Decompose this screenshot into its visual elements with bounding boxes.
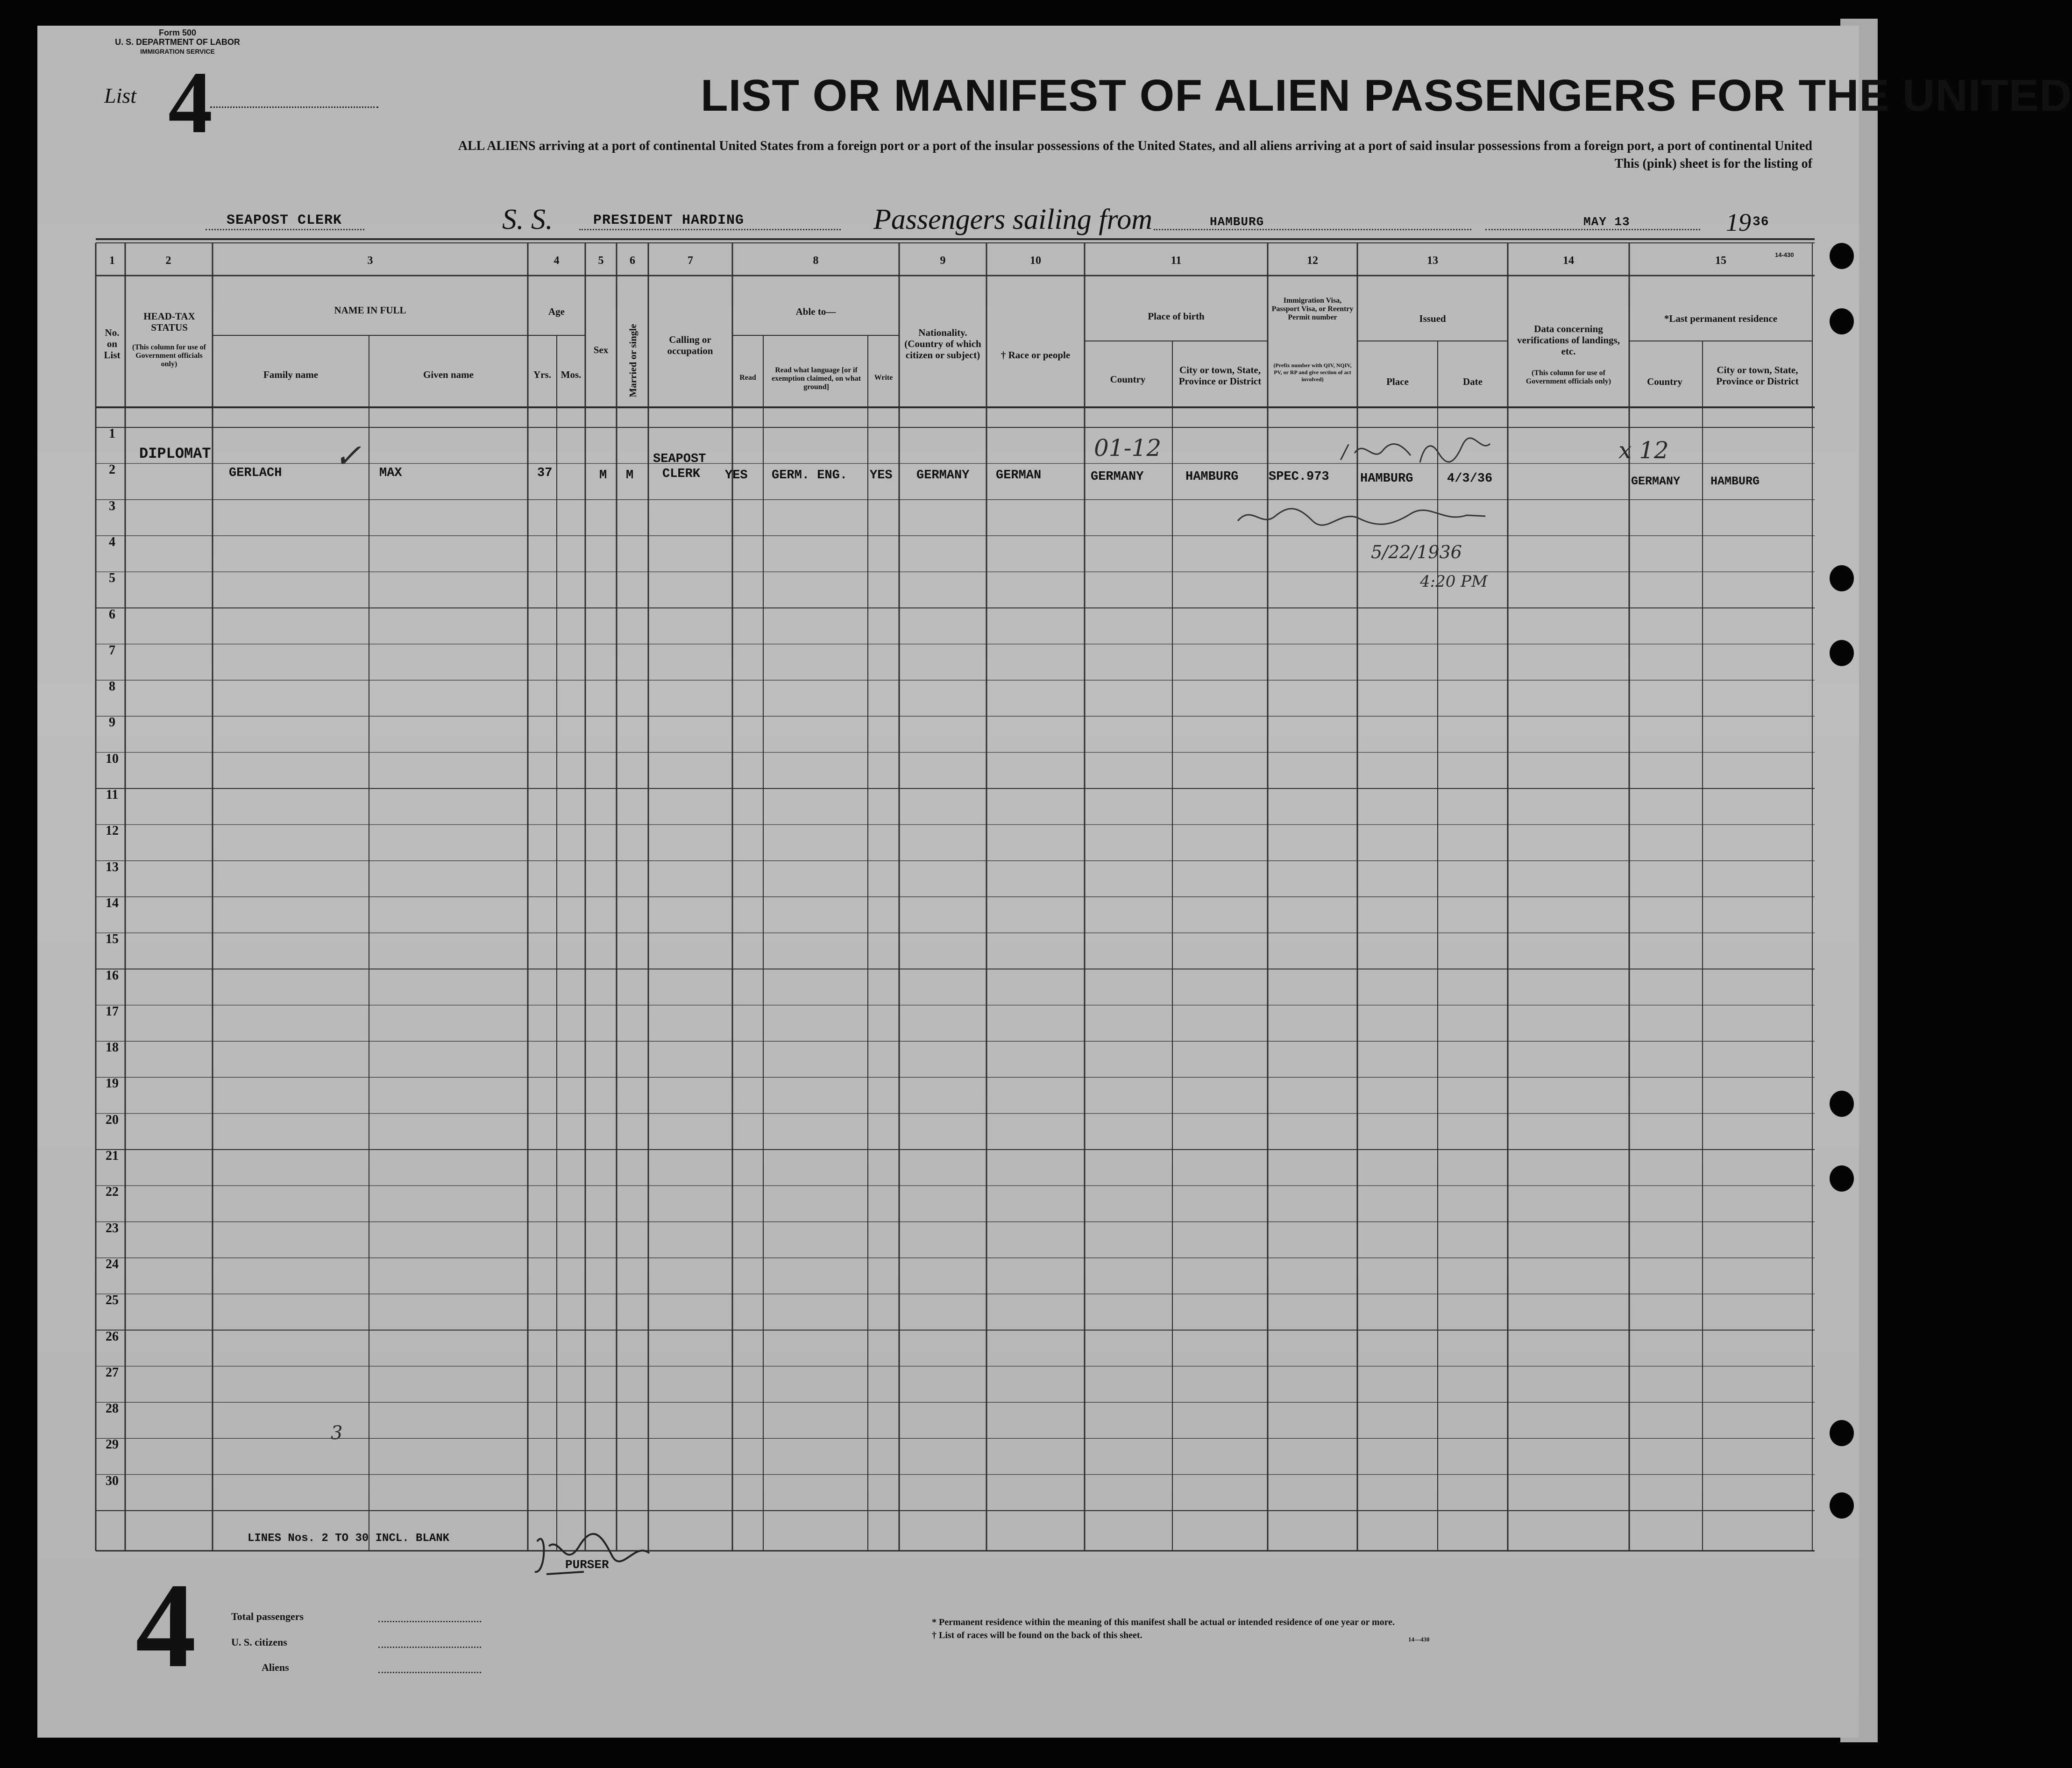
header-age-months: Mos. xyxy=(561,369,582,380)
given-name: MAX xyxy=(379,466,402,480)
header-issued-place: Place xyxy=(1386,376,1409,387)
age-years: 37 xyxy=(537,466,553,480)
marital-status: M xyxy=(626,469,634,483)
header-head-tax-note: (This column for use of Government officials only) xyxy=(132,343,206,368)
inspector-signature xyxy=(1233,502,1495,530)
row-number: 8 xyxy=(109,679,115,694)
purser-label: PURSER xyxy=(565,1558,609,1572)
col-num-11: 11 xyxy=(1171,255,1182,267)
header-read: Read xyxy=(739,374,756,382)
row-number: 29 xyxy=(106,1437,119,1452)
row-number: 21 xyxy=(106,1149,119,1163)
header-family-name: Family name xyxy=(263,369,319,380)
col-num-1: 1 xyxy=(109,255,115,267)
visa-tick: / xyxy=(1341,441,1348,463)
header-no-on-list: No. on List xyxy=(104,327,121,361)
col-num-7: 7 xyxy=(688,255,693,267)
col-num-3: 3 xyxy=(367,255,373,267)
purser-signature-scrawl xyxy=(528,1527,687,1583)
occupation-line-2: CLERK xyxy=(662,467,701,481)
header-nationality: Nationality. (Country of which citizen or subject) xyxy=(904,327,981,361)
issued-date: 4/3/36 xyxy=(1447,472,1493,486)
list-label: List xyxy=(104,84,137,107)
header-able-to: Able to— xyxy=(795,306,836,317)
can-read: YES xyxy=(725,469,748,483)
sheet-number: 4 xyxy=(135,1558,196,1693)
row-number: 26 xyxy=(106,1329,119,1344)
race-people: GERMAN xyxy=(996,469,1042,483)
row-number: 28 xyxy=(106,1401,119,1416)
row-number: 15 xyxy=(106,932,119,947)
form-number: Form 500 xyxy=(158,28,197,37)
row-number: 3 xyxy=(109,498,115,513)
row-number: 6 xyxy=(109,607,115,622)
row-number: 4 xyxy=(109,534,115,549)
departure-date: MAY 13 xyxy=(1583,215,1630,229)
col-num-4: 4 xyxy=(553,255,560,267)
residence-city: HAMBURG xyxy=(1710,475,1760,488)
col-num-9: 9 xyxy=(940,255,946,267)
year-suffix: 36 xyxy=(1753,215,1769,229)
header-birth-country: Country xyxy=(1110,374,1146,385)
col-num-8: 8 xyxy=(813,255,819,267)
header-place-of-birth: Place of birth xyxy=(1148,311,1205,322)
row-number: 22 xyxy=(106,1185,119,1200)
us-citizens-label: U. S. citizens xyxy=(231,1636,287,1648)
purser-signature xyxy=(528,1527,687,1583)
header-form-code: 14-430 xyxy=(1775,251,1794,258)
row-number: 10 xyxy=(106,751,119,766)
footer-form-code: 14—430 xyxy=(1408,1636,1430,1643)
header-age: Age xyxy=(548,306,565,317)
year-prefix: 19 xyxy=(1726,208,1751,236)
ship-label: S. S. xyxy=(502,204,553,235)
row-number: 7 xyxy=(109,643,115,658)
sheet-purpose-note: This (pink) sheet is for the listing of xyxy=(1614,156,1812,171)
header-last-residence: *Last permanent residence xyxy=(1664,313,1778,324)
sailing-label: Passengers sailing from xyxy=(873,204,1153,235)
blank-lines-note: LINES Nos. 2 TO 30 INCL. BLANK xyxy=(248,1532,450,1545)
inspector-signature-scrawl xyxy=(1233,502,1495,530)
list-number: 4 xyxy=(168,54,213,152)
residence-footnote: * Permanent residence within the meaning of this manifest shall be actual or intended residence of one year or more. xyxy=(932,1617,1395,1627)
header-given-name: Given name xyxy=(423,369,474,380)
row-number: 1 xyxy=(109,426,115,441)
row-number: 16 xyxy=(106,968,119,983)
row-number: 12 xyxy=(106,824,119,838)
header-read-language: Read what language [or if exemption claimed, on what ground] xyxy=(771,366,861,391)
header-married-single: Married or single xyxy=(627,324,639,398)
col-num-15: 15 xyxy=(1715,255,1726,267)
header-head-tax: HEAD-TAX STATUS xyxy=(143,311,195,333)
row-number: 24 xyxy=(106,1257,119,1271)
manifest-instructions: ALL ALIENS arriving at a port of continental United States from a foreign port or a port of the insular possessions of the United States, and all aliens arriving at a port of said insular possessions from a foreign port, a port of continental United xyxy=(458,139,1812,153)
header-visa: Immigration Visa, Passport Visa, or Reentry Permit number xyxy=(1271,297,1354,321)
col-num-5: 5 xyxy=(598,255,604,267)
col-num-13: 13 xyxy=(1427,255,1438,267)
family-name: GERLACH xyxy=(229,466,282,480)
total-passengers-label: Total passengers xyxy=(231,1611,304,1622)
check-mark: ✓ xyxy=(334,437,362,475)
birth-country: GERMANY xyxy=(1091,470,1144,484)
header-sex: Sex xyxy=(593,344,609,355)
row-number: 2 xyxy=(109,462,115,477)
header-issued: Issued xyxy=(1419,313,1446,324)
passenger-class: SEAPOST CLERK xyxy=(227,213,342,228)
issued-place: HAMBURG xyxy=(1360,472,1413,486)
header-calling-occupation: Calling or occupation xyxy=(667,334,713,356)
header-name-in-full: NAME IN FULL xyxy=(334,305,406,316)
occupation-line-1: SEAPOST xyxy=(653,452,706,466)
col-num-2: 2 xyxy=(165,255,171,267)
row-number: 30 xyxy=(106,1473,119,1488)
sex: M xyxy=(599,469,607,483)
col-num-12: 12 xyxy=(1307,255,1318,267)
row-number: 14 xyxy=(106,895,119,910)
header-visa-note: (Prefix number with QIV, NQIV, PV, or RP and give section of act involved) xyxy=(1273,362,1352,383)
residence-code-annotation: x 12 xyxy=(1618,437,1669,464)
ship-name: PRESIDENT HARDING xyxy=(593,213,745,228)
row-number: 20 xyxy=(106,1112,119,1127)
col-num-14: 14 xyxy=(1563,255,1574,267)
header-residence-city: City or town, State, Province or District xyxy=(1716,364,1799,387)
consular-note-scrawl xyxy=(1350,434,1495,472)
head-tax-status: DIPLOMAT xyxy=(139,445,211,462)
race-footnote: † List of races will be found on the back of this sheet. xyxy=(932,1630,1142,1640)
aliens-label: Aliens xyxy=(262,1661,289,1673)
row-number: 25 xyxy=(106,1293,119,1308)
header-race-people: † Race or people xyxy=(1001,349,1071,361)
birth-city: HAMBURG xyxy=(1185,470,1239,484)
header-verifications-note: (This column for use of Government officials only) xyxy=(1526,369,1611,385)
consular-note-scrawl-svg xyxy=(1350,434,1495,472)
birth-code-annotation: 01-12 xyxy=(1094,434,1162,462)
header-age-years: Yrs. xyxy=(533,369,551,380)
visa-number: SPEC.973 xyxy=(1269,470,1329,484)
inspection-time: 4:20 PM xyxy=(1420,572,1488,591)
stray-mark: 3 xyxy=(331,1422,343,1444)
aliens-line xyxy=(378,1672,481,1673)
header-write: Write xyxy=(874,374,893,382)
row-number: 23 xyxy=(106,1221,119,1235)
language: GERM. ENG. xyxy=(772,469,848,483)
manifest-title: LIST OR MANIFEST OF ALIEN PASSENGERS FOR THE UNITED xyxy=(701,71,2072,121)
office-name: IMMIGRATION SERVICE xyxy=(140,48,215,55)
row-number: 19 xyxy=(106,1076,119,1091)
col-num-6: 6 xyxy=(630,255,635,267)
header-issued-date: Date xyxy=(1463,376,1483,387)
row-number: 9 xyxy=(109,715,115,730)
departure-port: HAMBURG xyxy=(1210,215,1264,229)
can-write: YES xyxy=(870,469,893,483)
row-number: 27 xyxy=(106,1365,119,1380)
department-name: U. S. DEPARTMENT OF LABOR xyxy=(115,37,240,47)
col-num-10: 10 xyxy=(1030,255,1041,267)
inspection-date: 5/22/1936 xyxy=(1371,542,1462,562)
nationality: GERMANY xyxy=(916,469,970,483)
total-passengers-line xyxy=(378,1621,481,1622)
row-number: 17 xyxy=(106,1004,119,1019)
row-number: 18 xyxy=(106,1040,119,1055)
row-number: 11 xyxy=(106,788,119,802)
row-number: 13 xyxy=(106,859,119,874)
row-number: 5 xyxy=(109,571,115,586)
header-residence-country: Country xyxy=(1647,376,1682,387)
header-birth-city: City or town, State, Province or District xyxy=(1178,364,1262,387)
residence-country: GERMANY xyxy=(1631,475,1681,488)
us-citizens-line xyxy=(378,1647,481,1648)
header-verifications: Data concerning verifications of landings, etc. xyxy=(1517,323,1620,357)
